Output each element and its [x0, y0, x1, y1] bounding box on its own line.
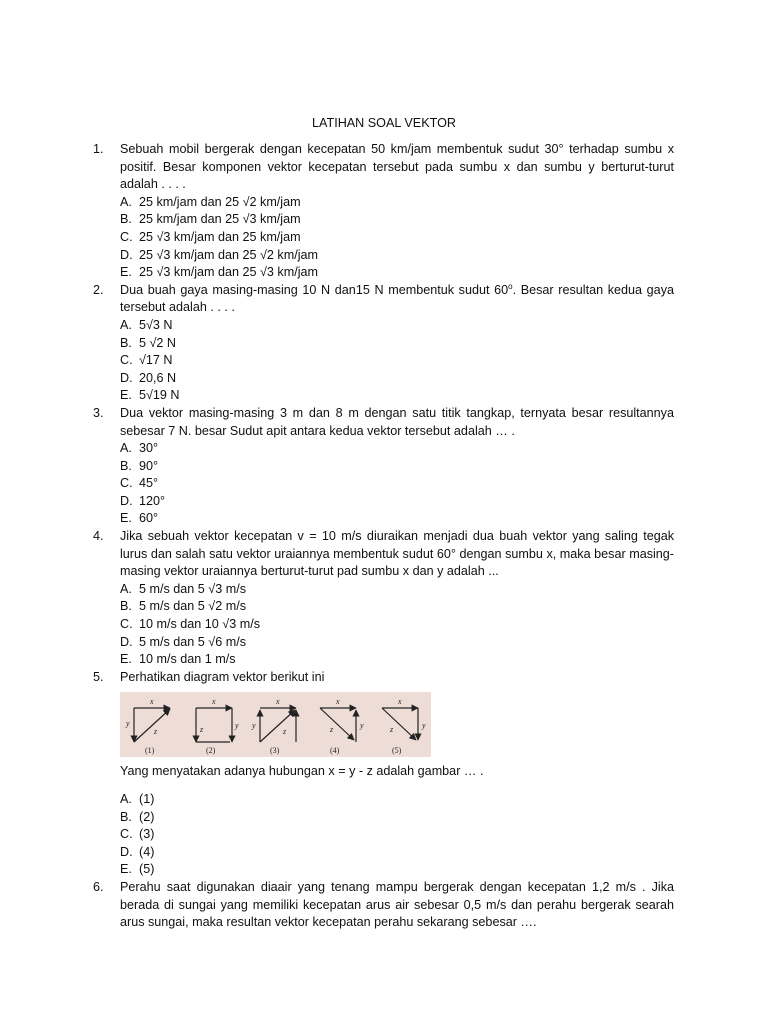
degree-superscript: o — [508, 281, 513, 291]
option-e — [120, 264, 674, 282]
option-c — [120, 616, 674, 634]
option-b — [120, 335, 674, 353]
option-c — [120, 352, 674, 370]
option-e — [120, 651, 674, 669]
option-d — [120, 370, 674, 388]
option-text: 30° — [139, 441, 159, 456]
option-text: (2) — [139, 809, 155, 824]
vector-label-y: y — [422, 721, 426, 731]
vector-panel-5 — [382, 697, 426, 755]
option-label: C. — [120, 353, 133, 368]
question-list — [93, 141, 674, 932]
option-label: D. — [120, 493, 133, 508]
option-text: 10 m/s dan 1 m/s — [139, 652, 236, 667]
panel-label: (4) — [330, 746, 340, 756]
option-list — [120, 581, 674, 669]
option-label: B. — [120, 599, 132, 614]
option-text: 90° — [139, 458, 159, 473]
question-4 — [93, 528, 674, 669]
option-e — [120, 387, 674, 405]
option-text: 5 m/s dan 5 √6 m/s — [139, 634, 247, 649]
option-label: B. — [120, 212, 132, 227]
option-label: E. — [120, 265, 132, 280]
question-2 — [93, 282, 674, 405]
figure-question-text: Yang menyatakan adanya hubungan x = y - z adalah gambar … . — [120, 764, 484, 779]
vector-panel-1 — [125, 697, 170, 755]
option-label: D. — [120, 247, 133, 262]
vector-panel-2 — [196, 697, 239, 755]
panel-label: (3) — [270, 746, 280, 756]
question-number: 2. — [93, 282, 104, 297]
vector-label-x: x — [276, 697, 280, 707]
option-e — [120, 510, 674, 528]
vector-label-y: y — [235, 721, 239, 731]
option-list — [120, 791, 674, 879]
option-text: 45° — [139, 476, 159, 491]
option-b — [120, 458, 674, 476]
option-label: E. — [120, 652, 132, 667]
option-label: D. — [120, 370, 133, 385]
vector-label-z: z — [390, 725, 394, 735]
option-b — [120, 211, 674, 229]
option-text: (1) — [139, 792, 155, 806]
option-text: (3) — [139, 827, 155, 842]
option-b — [120, 598, 674, 616]
vector-label-z: z — [200, 725, 204, 735]
vector-label-x: x — [150, 697, 154, 707]
option-c — [120, 229, 674, 247]
option-label: B. — [120, 458, 132, 473]
option-d — [120, 844, 674, 862]
question-text — [120, 282, 674, 317]
option-label: A. — [120, 581, 132, 596]
option-a — [120, 194, 674, 212]
question-5 — [93, 669, 674, 879]
option-b — [120, 809, 674, 827]
option-label: B. — [120, 809, 132, 824]
question-number: 4. — [93, 529, 104, 544]
option-text: (5) — [139, 862, 155, 877]
question-text-part: Dua buah gaya masing-masing 10 N dan15 N membentuk sudut 60 — [120, 282, 509, 297]
vector-panel-4 — [320, 697, 364, 755]
option-label: E. — [120, 511, 132, 526]
option-label: C. — [120, 827, 133, 842]
option-label: A. — [120, 792, 132, 806]
vector-diagrams — [120, 692, 431, 757]
option-text: (4) — [139, 844, 155, 859]
page-title: LATIHAN SOAL VEKTOR — [312, 116, 456, 130]
vector-diagram-figure — [120, 692, 431, 757]
question-text-part: . Besar resultan kedua gaya tersebut adalah . . . . — [120, 282, 674, 315]
option-text: 25 √3 km/jam dan 25 √3 km/jam — [139, 265, 319, 280]
option-text: 25 km/jam dan 25 √3 km/jam — [139, 212, 301, 227]
option-c — [120, 475, 674, 493]
option-text: 5 √2 N — [139, 335, 177, 350]
option-text: 5√19 N — [139, 388, 180, 403]
vector-label-x: x — [212, 697, 216, 707]
option-text: 5 m/s dan 5 √2 m/s — [139, 599, 247, 614]
vector-label-z: z — [330, 725, 334, 735]
option-label: B. — [120, 335, 132, 350]
question-6 — [93, 879, 674, 932]
question-text: Perhatikan diagram vektor berikut ini — [120, 669, 325, 684]
vector-label-y: y — [126, 719, 130, 729]
question-1 — [93, 141, 674, 282]
option-a — [120, 440, 674, 458]
vector-label-x: x — [398, 697, 402, 707]
option-label: D. — [120, 844, 133, 859]
vector-label-z: z — [154, 727, 158, 737]
option-d — [120, 634, 674, 652]
question-number: 3. — [93, 405, 104, 420]
option-label: A. — [120, 194, 132, 209]
question-number: 5. — [93, 669, 104, 684]
option-label: E. — [120, 862, 132, 877]
option-e — [120, 861, 674, 879]
option-text: 120° — [139, 493, 166, 508]
option-text: 25 √3 km/jam dan 25 √2 km/jam — [139, 247, 319, 262]
option-a — [120, 317, 674, 335]
panel-label: (1) — [145, 746, 155, 756]
vector-panel-3 — [251, 697, 296, 755]
option-text: 10 m/s dan 10 √3 m/s — [139, 617, 261, 632]
vector-label-y: y — [252, 721, 256, 731]
question-number: 1. — [93, 142, 104, 156]
option-label: C. — [120, 229, 133, 244]
option-text: 5√3 N — [139, 317, 173, 332]
option-text: 20,6 N — [139, 370, 177, 385]
option-d — [120, 247, 674, 265]
panel-label: (5) — [392, 746, 402, 756]
option-c — [120, 826, 674, 844]
panel-label: (2) — [206, 746, 216, 756]
option-label: A. — [120, 317, 132, 332]
option-label: D. — [120, 634, 133, 649]
vector-label-y: y — [360, 721, 364, 731]
option-list — [120, 440, 674, 528]
option-list — [120, 317, 674, 405]
option-text: 25 km/jam dan 25 √2 km/jam — [139, 194, 301, 209]
option-label: C. — [120, 617, 133, 632]
question-text: Dua vektor masing-masing 3 m dan 8 m dengan satu titik tangkap, ternyata besar resultannya sebesar 7 N. besar Sudut apit antara kedua vektor tersebut adalah … . — [120, 405, 674, 438]
option-a — [120, 581, 674, 599]
vector-label-z: z — [283, 727, 287, 737]
question-text: Sebuah mobil bergerak dengan kecepatan 50 km/jam membentuk sudut 30° terhadap sumbu x positif. Besar komponen vektor kecepatan tersebut pada sumbu x dan sumbu y berturut-turut adalah . . . . — [120, 142, 674, 192]
option-list — [120, 194, 674, 282]
question-3 — [93, 405, 674, 528]
option-label: C. — [120, 476, 133, 491]
option-text: 25 √3 km/jam dan 25 km/jam — [139, 229, 301, 244]
question-text: Perahu saat digunakan diaair yang tenang mampu bergerak dengan kecepatan 1,2 m/s . Jika berada di sungai yang memiliki kecepatan arus air sebesar 0,5 m/s dan perahu bergerak searah arus sungai, maka resultan vektor kecepatan perahu sekarang sebesar …. — [120, 879, 674, 930]
question-text: Jika sebuah vektor kecepatan v = 10 m/s diuraikan menjadi dua buah vektor yang saling tegak lurus dan salah satu vektor uraiannya membentuk sudut 60° dengan sumbu x, maka besar masing-masing vektor uraiannya berturut-turut pad sumbu x dan y adalah ... — [120, 529, 674, 579]
option-label: E. — [120, 388, 132, 403]
option-text: √17 N — [139, 353, 173, 368]
vector-label-x: x — [336, 697, 340, 707]
option-text: 5 m/s dan 5 √3 m/s — [139, 581, 247, 596]
option-text: 60° — [139, 511, 159, 526]
option-label: A. — [120, 441, 132, 456]
option-d — [120, 493, 674, 511]
question-number: 6. — [93, 879, 104, 894]
option-a — [120, 791, 674, 809]
